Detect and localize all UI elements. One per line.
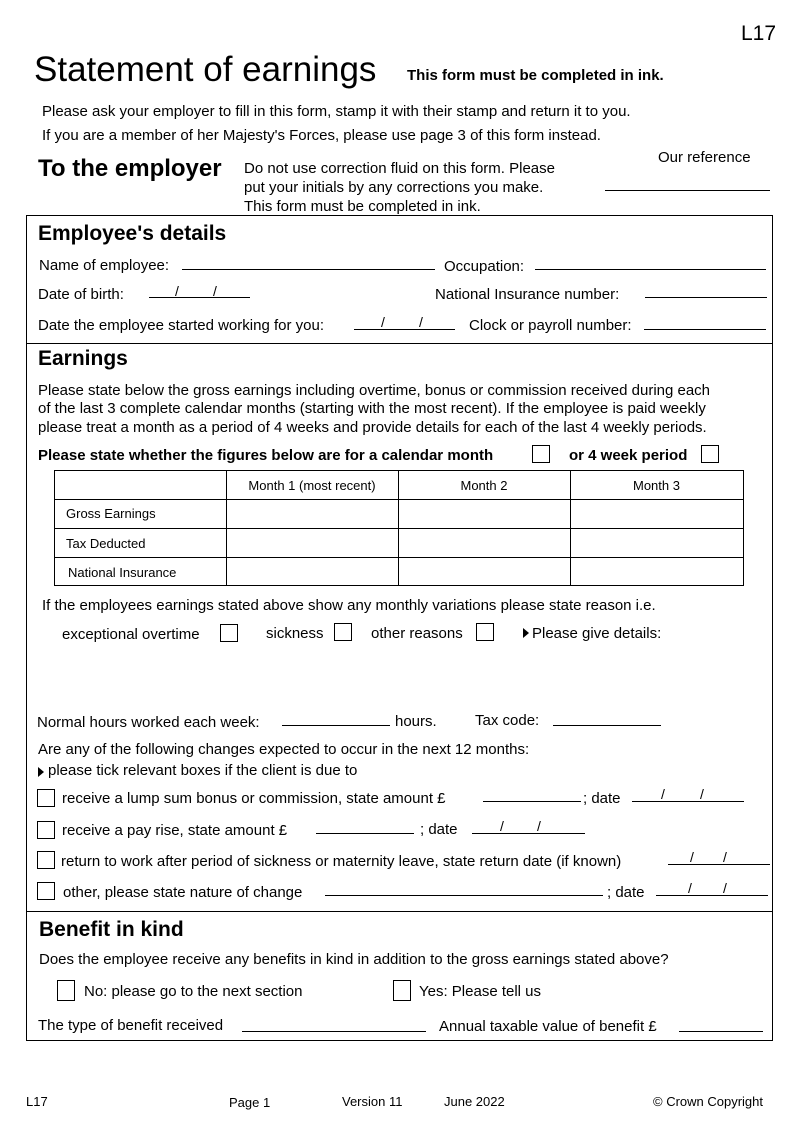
benefit-type-label: The type of benefit received: [38, 1017, 224, 1034]
intro-line-2: If you are a member of her Majesty's Forces, please use page 3 of this form instead.: [42, 127, 601, 144]
hours-field[interactable]: [282, 725, 390, 726]
to-employer-heading: To the employer: [38, 155, 222, 182]
start-date-field[interactable]: [354, 329, 455, 330]
other-change-date-label: ; date: [607, 884, 645, 901]
pay-rise-date-field[interactable]: [472, 833, 585, 834]
footer-page: Page 1: [229, 1095, 271, 1110]
footer-date: June 2022: [444, 1094, 505, 1109]
other-slash-2: /: [723, 880, 727, 896]
other-reasons-checkbox[interactable]: [476, 623, 494, 641]
ni-month-2-input[interactable]: [402, 561, 566, 583]
return-date-field[interactable]: [668, 864, 770, 865]
footer-version: Version 11: [342, 1094, 403, 1109]
payroll-number-field[interactable]: [644, 329, 766, 330]
other-change-field[interactable]: [325, 895, 603, 896]
row-label-tax-deducted: Tax Deducted: [66, 536, 146, 551]
lump-sum-slash-1: /: [661, 786, 665, 802]
benefit-yes-checkbox[interactable]: [393, 980, 411, 1001]
sickness-checkbox[interactable]: [334, 623, 352, 641]
change-return-to-work-checkbox[interactable]: [37, 851, 55, 869]
earnings-para-3: please treat a month as a period of 4 weeks and provide details for each of the last 4 weekly periods.: [38, 419, 707, 436]
occupation-label: Occupation:: [444, 258, 525, 275]
col-header-month-3: Month 3: [633, 478, 680, 493]
opt-overtime-label: exceptional overtime: [62, 626, 200, 643]
table-hline-3: [54, 557, 744, 558]
tax-code-field[interactable]: [553, 725, 661, 726]
changes-question: Are any of the following changes expected to occur in the next 12 months:: [38, 741, 530, 758]
pay-rise-slash-1: /: [500, 818, 504, 834]
return-slash-1: /: [690, 849, 694, 865]
start-slash-1: /: [381, 314, 385, 330]
change-other-checkbox[interactable]: [37, 882, 55, 900]
earnings-heading: Earnings: [38, 347, 128, 370]
occupation-field[interactable]: [535, 269, 766, 270]
lump-sum-date-field[interactable]: [632, 801, 744, 802]
gross-month-1-input[interactable]: [230, 503, 394, 525]
footer-code: L17: [26, 1094, 48, 1109]
benefit-heading: Benefit in kind: [39, 918, 184, 941]
intro-line-1: Please ask your employer to fill in this form, stamp it with their stamp and return it to you.: [42, 103, 631, 120]
tax-month-2-input[interactable]: [402, 532, 566, 554]
pay-rise-amount-field[interactable]: [316, 833, 414, 834]
calendar-month-checkbox[interactable]: [532, 445, 550, 463]
benefit-value-field[interactable]: [679, 1031, 763, 1032]
opt-sickness-label: sickness: [266, 625, 324, 642]
variation-text: If the employees earnings stated above show any monthly variations please state reason i.e.: [42, 597, 656, 614]
period-question: Please state whether the figures below are for a calendar month: [38, 447, 494, 464]
payroll-number-label: Clock or payroll number:: [469, 317, 632, 334]
gross-month-2-input[interactable]: [402, 503, 566, 525]
section-divider-earnings: [26, 343, 773, 344]
col-header-month-2: Month 2: [460, 478, 508, 493]
change-return-to-work-label: return to work after period of sickness or maternity leave, state return date (if known): [61, 853, 622, 870]
start-date-label: Date the employee started working for you:: [38, 317, 324, 334]
dob-slash-2: /: [213, 283, 217, 299]
overtime-checkbox[interactable]: [220, 624, 238, 642]
pointer-arrow-icon: [38, 767, 44, 777]
row-label-national-insurance: National Insurance: [68, 565, 177, 580]
change-other-label: other, please state nature of change: [63, 884, 303, 901]
dob-label: Date of birth:: [38, 286, 124, 303]
opt-other-label: other reasons: [371, 625, 463, 642]
employer-note-1: Do not use correction fluid on this form. Please: [244, 160, 555, 177]
dob-slash-1: /: [175, 283, 179, 299]
lump-sum-date-label: ; date: [583, 790, 621, 807]
earnings-para-1: Please state below the gross earnings including overtime, bonus or commission received during each: [38, 382, 711, 399]
benefit-type-field[interactable]: [242, 1031, 426, 1032]
hours-label: Normal hours worked each week:: [37, 714, 260, 731]
other-slash-1: /: [688, 880, 692, 896]
hours-unit: hours.: [395, 713, 437, 730]
table-hline-2: [54, 528, 744, 529]
tax-month-1-input[interactable]: [230, 532, 394, 554]
employee-name-field[interactable]: [182, 269, 435, 270]
ni-number-label: National Insurance number:: [435, 286, 620, 303]
our-reference-field[interactable]: [605, 190, 770, 191]
other-change-date-field[interactable]: [656, 895, 768, 896]
ni-month-3-input[interactable]: [574, 561, 738, 583]
four-week-checkbox[interactable]: [701, 445, 719, 463]
change-lump-sum-checkbox[interactable]: [37, 789, 55, 807]
gross-month-3-input[interactable]: [574, 503, 738, 525]
row-label-gross-earnings: Gross Earnings: [66, 506, 156, 521]
pay-rise-slash-2: /: [537, 818, 541, 834]
change-lump-sum-label: receive a lump sum bonus or commission, state amount £: [62, 790, 446, 807]
pay-rise-date-label: ; date: [420, 821, 458, 838]
lump-sum-slash-2: /: [700, 786, 704, 802]
pointer-arrow-icon: [523, 628, 529, 638]
ink-notice: This form must be completed in ink.: [407, 67, 664, 84]
benefit-value-label: Annual taxable value of benefit £: [439, 1018, 657, 1035]
page-title: Statement of earnings: [34, 50, 377, 89]
employer-note-3: This form must be completed in ink.: [244, 198, 481, 215]
employer-note-2: put your initials by any corrections you make.: [244, 179, 544, 196]
give-details-label: Please give details:: [532, 625, 662, 642]
table-hline-1: [54, 499, 744, 500]
earnings-para-2: of the last 3 complete calendar months (starting with the most recent). If the employee is paid weekly: [38, 400, 706, 417]
period-alt-label: or 4 week period: [569, 447, 688, 464]
ni-month-1-input[interactable]: [230, 561, 394, 583]
footer-copyright: © Crown Copyright: [653, 1094, 764, 1109]
form-code: L17: [741, 22, 777, 45]
employee-details-heading: Employee's details: [38, 222, 227, 245]
change-pay-rise-label: receive a pay rise, state amount £: [62, 822, 288, 839]
our-reference-label: Our reference: [658, 149, 751, 166]
lump-sum-amount-field[interactable]: [483, 801, 581, 802]
tax-code-label: Tax code:: [475, 712, 540, 729]
change-pay-rise-checkbox[interactable]: [37, 821, 55, 839]
section-divider-benefit: [26, 911, 773, 912]
benefit-question: Does the employee receive any benefits in kind in addition to the gross earnings stated above?: [39, 951, 669, 968]
ni-number-field[interactable]: [645, 297, 767, 298]
tax-month-3-input[interactable]: [574, 532, 738, 554]
benefit-no-checkbox[interactable]: [57, 980, 75, 1001]
start-slash-2: /: [419, 314, 423, 330]
benefit-no-label: No: please go to the next section: [84, 983, 303, 1000]
return-slash-2: /: [723, 849, 727, 865]
benefit-yes-label: Yes: Please tell us: [419, 983, 542, 1000]
employee-name-label: Name of employee:: [39, 257, 170, 274]
col-header-month-1: Month 1 (most recent): [248, 478, 376, 493]
dob-field[interactable]: [149, 297, 250, 298]
tick-instruction: please tick relevant boxes if the client is due to: [48, 762, 358, 779]
